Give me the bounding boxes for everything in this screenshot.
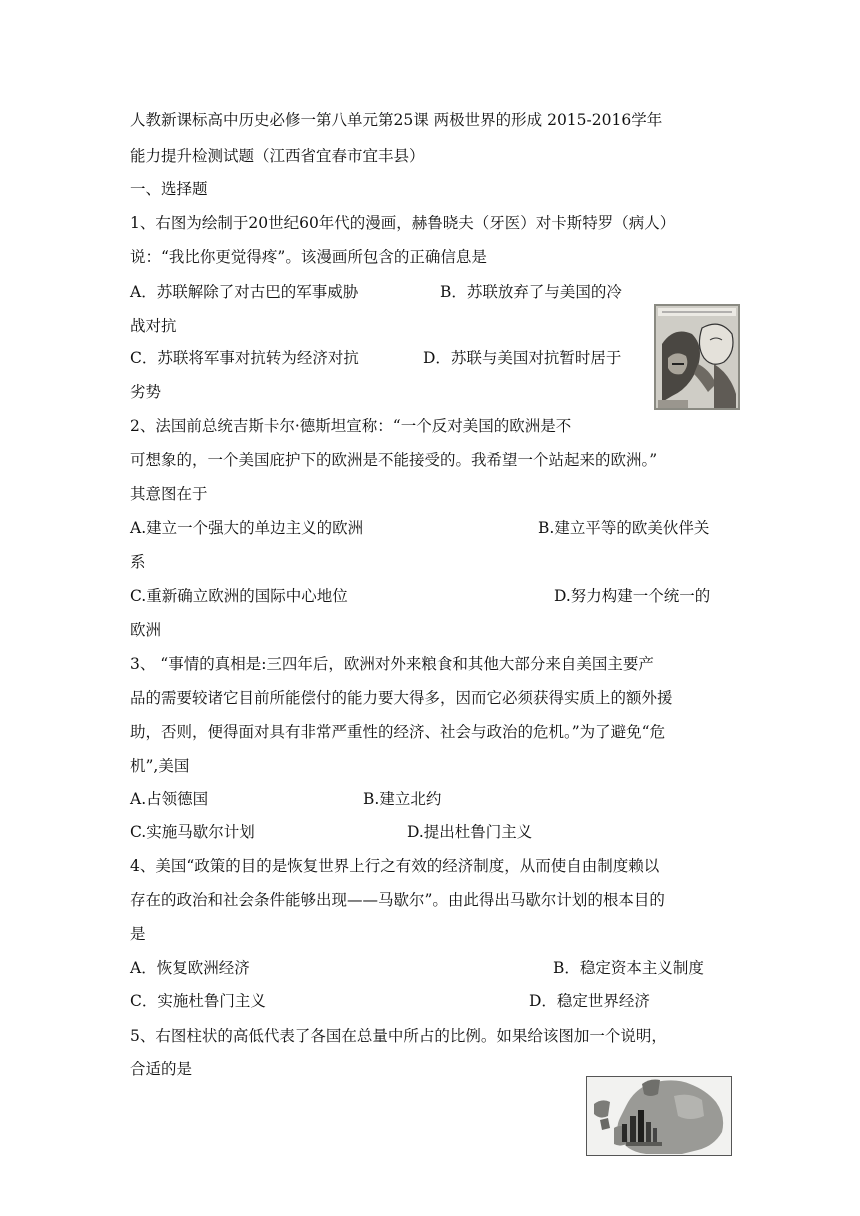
q5-stem: 5、右图柱状的高低代表了各国在总量中所占的比例。如果给该图加一个说明， bbox=[130, 1027, 667, 1045]
q3-option-d: D.提出杜鲁门主义 bbox=[407, 823, 533, 841]
q1-stem: 1、右图为绘制于20世纪60年代的漫画，赫鲁晓夫（牙医）对卡斯特罗（病人） bbox=[130, 214, 676, 232]
q3-stem-cont3: 机”,美国 bbox=[130, 757, 190, 775]
q2-stem: 2、法国前总统吉斯卡尔·德斯坦宣称：“一个反对美国的欧洲是不 bbox=[130, 417, 572, 435]
q2-option-d: D.努力构建一个统一的 bbox=[554, 587, 711, 605]
q1-option-a: A．苏联解除了对古巴的军事威胁 bbox=[130, 283, 359, 301]
q4-stem: 4、美国“政策的目的是恢复世界上行之有效的经济制度，从而使自由制度赖以 bbox=[130, 857, 660, 875]
q4-option-a: A．恢复欧洲经济 bbox=[130, 959, 250, 977]
q3-stem-cont2: 助，否则，便得面对具有非常严重性的经济、社会与政治的危机。”为了避免“危 bbox=[130, 723, 666, 741]
q3-stem-cont: 品的需要较诸它目前所能偿付的能力要大得多，因而它必须获得实质上的额外援 bbox=[130, 689, 673, 707]
q2-option-c: C.重新确立欧洲的国际中心地位 bbox=[130, 587, 348, 605]
q2-stem-cont: 可想象的，一个美国庇护下的欧洲是不能接受的。我希望一个站起来的欧洲。” bbox=[130, 451, 658, 469]
q1-option-b-cont: 战对抗 bbox=[130, 317, 177, 335]
q2-option-b: B.建立平等的欧美伙伴关 bbox=[538, 519, 710, 537]
q2-option-a: A.建立一个强大的单边主义的欧洲 bbox=[130, 519, 364, 537]
doc-title-line2: 能力提升检测试题（江西省宜春市宜丰县） bbox=[130, 147, 425, 165]
q4-option-b: B．稳定资本主义制度 bbox=[553, 959, 704, 977]
q3-option-c: C.实施马歇尔计划 bbox=[130, 823, 255, 841]
q3-option-a: A.占领德国 bbox=[130, 790, 209, 808]
q1-option-d-cont: 劣势 bbox=[130, 383, 162, 401]
q4-stem-cont: 存在的政治和社会条件能够出现——马歇尔”。由此得出马歇尔计划的根本目的 bbox=[130, 891, 665, 909]
q5-stem-cont: 合适的是 bbox=[130, 1060, 193, 1078]
q4-stem-cont2: 是 bbox=[130, 925, 146, 943]
europe-map-image bbox=[586, 1076, 732, 1156]
q4-option-d: D．稳定世界经济 bbox=[529, 992, 650, 1010]
q1-stem-cont: 说：“我比你更觉得疼”。该漫画所包含的正确信息是 bbox=[130, 248, 487, 266]
q2-option-d-cont: 欧洲 bbox=[130, 621, 162, 639]
q3-option-b: B.建立北约 bbox=[363, 790, 442, 808]
q1-option-b: B．苏联放弃了与美国的冷 bbox=[440, 283, 622, 301]
q4-option-c: C．实施杜鲁门主义 bbox=[130, 992, 266, 1010]
doc-title-line1: 人教新课标高中历史必修一第八单元第25课 两极世界的形成 2015-2016学年 bbox=[130, 111, 663, 129]
q2-stem-cont2: 其意图在于 bbox=[130, 485, 208, 503]
cartoon-image bbox=[654, 304, 740, 410]
section-heading: 一、选择题 bbox=[130, 180, 208, 198]
q2-option-b-cont: 系 bbox=[130, 553, 146, 571]
q1-option-d: D．苏联与美国对抗暂时居于 bbox=[423, 349, 622, 367]
q3-stem: 3、 “事情的真相是:三四年后，欧洲对外来粮食和其他大部分来自美国主要产 bbox=[130, 655, 654, 673]
q1-option-c: C．苏联将军事对抗转为经济对抗 bbox=[130, 349, 359, 367]
